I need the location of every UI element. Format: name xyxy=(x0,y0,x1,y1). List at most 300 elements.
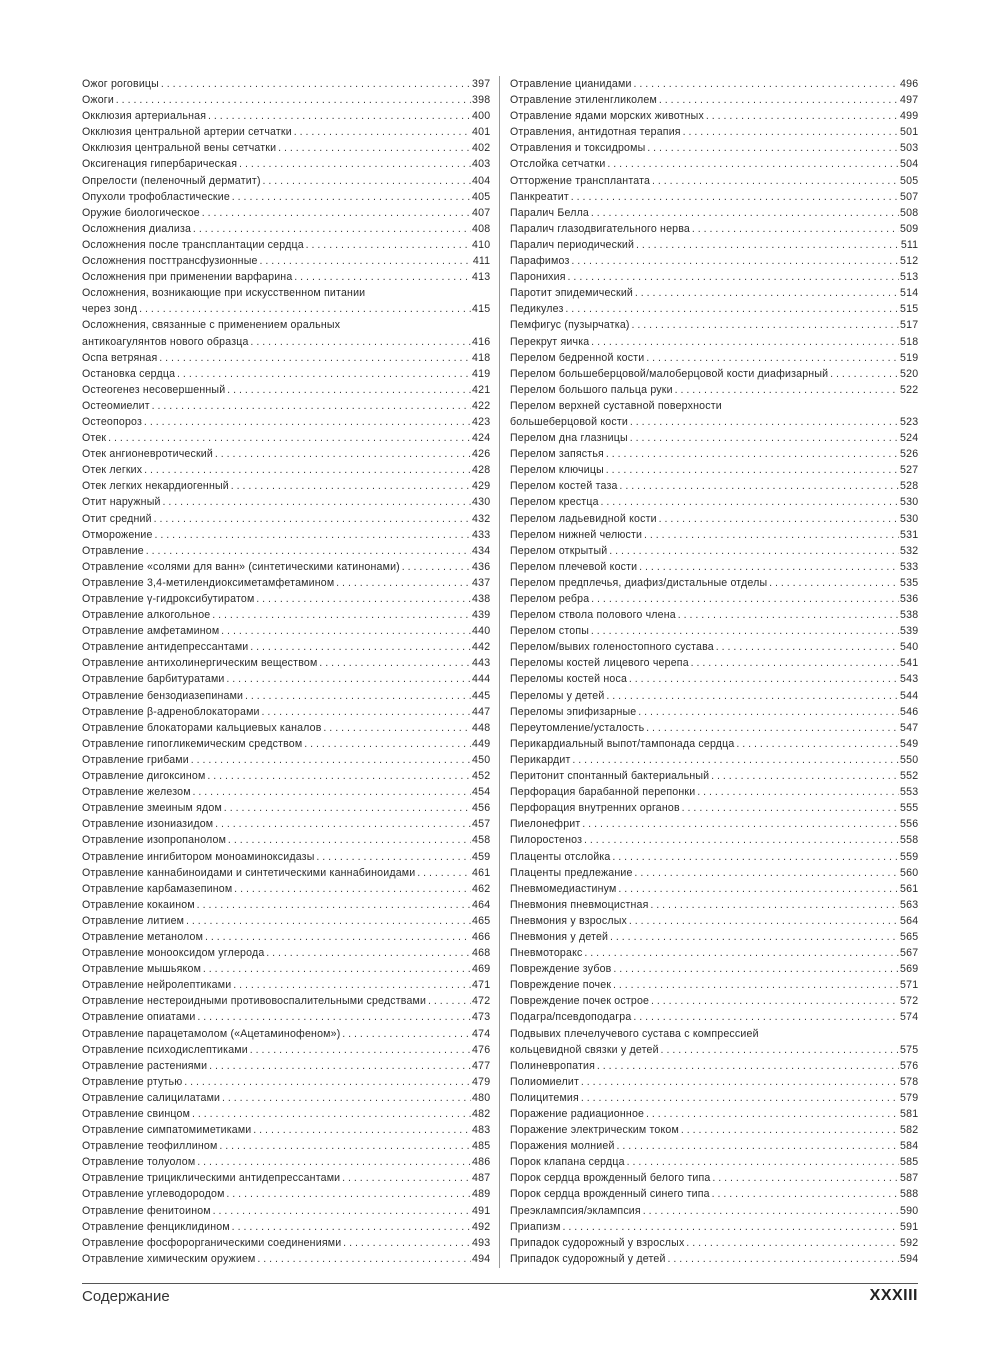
toc-entry-title-line1: Перелом верхней суставной поверхности xyxy=(510,399,722,412)
dot-leader xyxy=(736,736,899,752)
toc-entry-page: 471 xyxy=(472,979,491,992)
toc-entry-page: 482 xyxy=(472,1108,491,1120)
toc-entry xyxy=(82,430,490,446)
toc-entry-page: 447 xyxy=(472,705,491,718)
toc-entry-title: Отравление фосфорорганическими соединениями xyxy=(82,1236,342,1249)
toc-entry-title: Отравление змеиным ядом xyxy=(82,802,222,815)
toc-entry-page: 456 xyxy=(472,802,491,815)
toc-entry xyxy=(82,897,490,913)
toc-entry-page: 592 xyxy=(900,1236,919,1249)
toc-entry-page: 424 xyxy=(472,432,491,445)
toc-entry-title: Отравление нестероидными противовоспалительными средствами xyxy=(82,995,427,1008)
toc-entry-title: Отравление толуолом xyxy=(82,1156,196,1169)
toc-entry xyxy=(82,961,490,977)
toc-entry xyxy=(82,800,490,816)
dot-leader xyxy=(591,623,899,639)
toc-entry-title: Перелом крестца xyxy=(510,496,599,509)
toc-entry-title: Отек легких некардиогенный xyxy=(82,480,229,493)
toc-entry-page: 449 xyxy=(472,737,491,750)
dot-leader xyxy=(646,720,899,736)
dot-leader xyxy=(144,462,471,478)
toc-entry xyxy=(82,253,490,269)
dot-leader xyxy=(627,1154,900,1170)
toc-entry xyxy=(510,301,918,317)
toc-entry-page: 407 xyxy=(472,206,491,219)
dot-leader xyxy=(644,527,899,543)
toc-entry-page: 507 xyxy=(900,190,919,203)
toc-entry-page: 581 xyxy=(900,1108,919,1120)
toc-entry-title: Осложнения диализа xyxy=(82,222,192,235)
toc-entry xyxy=(510,768,918,784)
dot-leader xyxy=(635,285,899,301)
dot-leader xyxy=(139,301,471,317)
dot-leader xyxy=(417,865,471,881)
dot-leader xyxy=(830,366,899,382)
dot-leader xyxy=(263,173,472,189)
toc-entry-page: 432 xyxy=(472,512,491,525)
toc-entry xyxy=(510,478,918,494)
toc-entry-page: 439 xyxy=(472,609,491,622)
toc-entry xyxy=(82,993,490,1009)
dot-leader xyxy=(591,205,899,221)
toc-entry xyxy=(510,688,918,704)
toc-entry-title: Перелом бедренной кости xyxy=(510,351,645,364)
dot-leader xyxy=(226,1186,471,1202)
toc-column-left xyxy=(82,76,490,1267)
toc-entry xyxy=(82,945,490,961)
toc-entry-title: антикоагулянтов нового образца xyxy=(82,335,249,348)
toc-entry-title: Пемфигус (пузырчатка) xyxy=(510,319,630,332)
toc-entry-title: Перфорация барабанной перепонки xyxy=(510,786,696,799)
dot-leader xyxy=(316,849,471,865)
toc-entry xyxy=(510,140,918,156)
toc-entry-page: 477 xyxy=(472,1059,491,1072)
toc-entry xyxy=(510,1154,918,1170)
toc-entry xyxy=(82,1154,490,1170)
dot-leader xyxy=(222,1090,471,1106)
toc-entry-title: Переутомление/усталость xyxy=(510,721,645,734)
toc-entry-title: через зонд xyxy=(82,303,138,316)
toc-entry-page: 408 xyxy=(472,222,491,235)
dot-leader xyxy=(686,1235,899,1251)
toc-entry xyxy=(510,237,918,253)
toc-entry-title: Отравление литием xyxy=(82,914,185,927)
toc-entry-title: Перелом запястья xyxy=(510,448,604,461)
dot-leader xyxy=(343,1235,471,1251)
dot-leader xyxy=(146,543,471,559)
dot-leader xyxy=(682,800,899,816)
dot-leader xyxy=(609,543,899,559)
dot-leader xyxy=(716,639,899,655)
toc-entry-page: 405 xyxy=(472,190,491,203)
toc-entry-page: 503 xyxy=(900,142,919,155)
toc-entry-page: 464 xyxy=(472,898,491,911)
toc-entry-title: Отравление барбитуратами xyxy=(82,673,225,686)
dot-leader xyxy=(633,76,899,92)
toc-entry-title: Перелом дна глазницы xyxy=(510,432,628,445)
dot-leader xyxy=(591,591,899,607)
dot-leader xyxy=(683,124,900,140)
toc-entry xyxy=(82,623,490,639)
toc-entry xyxy=(510,929,918,945)
toc-entry xyxy=(82,1138,490,1154)
toc-entry-title: Отравление каннабиноидами и синтетическими каннабиноидами xyxy=(82,866,416,879)
toc-entry xyxy=(82,1026,490,1042)
toc-entry xyxy=(82,478,490,494)
toc-entry-title: Опрелости (пеленочный дерматит) xyxy=(82,174,261,187)
toc-entry-page: 546 xyxy=(900,705,919,718)
toc-entry-title: Отек xyxy=(82,432,107,445)
toc-entry-title: Перфорация внутренних органов xyxy=(510,802,680,815)
toc-entry-page: 418 xyxy=(472,351,491,364)
toc-entry xyxy=(82,511,490,527)
dot-leader xyxy=(613,977,899,993)
toc-entry-page: 590 xyxy=(900,1204,919,1217)
toc-entry xyxy=(510,430,918,446)
footer-rule xyxy=(82,1283,918,1284)
toc-entry-title: Отек легких xyxy=(82,464,143,477)
toc-entry-page: 421 xyxy=(472,383,491,396)
toc-entry-title: Плаценты отслойка xyxy=(510,850,611,863)
toc-entry-page: 576 xyxy=(900,1059,919,1072)
toc-entry xyxy=(510,382,918,398)
toc-entry-title: Отравление опиатами xyxy=(82,1011,196,1024)
toc-entry xyxy=(82,398,490,414)
dot-leader xyxy=(769,575,899,591)
toc-entry-title: Перелом большеберцовой/малоберцовой кости диафизарный xyxy=(510,367,829,380)
toc-entry xyxy=(82,865,490,881)
toc-entry-title: Перелом большого пальца руки xyxy=(510,383,673,396)
dot-leader xyxy=(612,849,899,865)
dot-leader xyxy=(228,832,471,848)
dot-leader xyxy=(692,221,899,237)
dot-leader xyxy=(597,1058,899,1074)
toc-entry-title: Отморожение xyxy=(82,528,153,541)
toc-entry-page: 426 xyxy=(472,448,491,461)
toc-entry xyxy=(82,752,490,768)
toc-entry-page: 512 xyxy=(900,255,919,268)
toc-entry xyxy=(82,784,490,800)
toc-entry-page: 552 xyxy=(900,770,919,783)
toc-entry-title: Порок сердца врожденный синего типа xyxy=(510,1188,710,1201)
toc-entry-page: 457 xyxy=(472,818,491,831)
dot-leader xyxy=(678,607,899,623)
toc-entry-page: 541 xyxy=(900,657,919,670)
toc-entry xyxy=(510,881,918,897)
toc-entry xyxy=(510,1058,918,1074)
toc-entry xyxy=(82,607,490,623)
toc-entry-title: Педикулез xyxy=(510,303,564,316)
toc-entry xyxy=(510,1186,918,1202)
toc-entry xyxy=(510,1203,918,1219)
dot-leader xyxy=(306,237,471,253)
toc-entry xyxy=(510,1170,918,1186)
toc-entry-title: Осложнения при применении варфарина xyxy=(82,271,293,284)
dot-leader xyxy=(257,1251,471,1267)
toc-entry-page: 540 xyxy=(900,641,919,654)
dot-leader xyxy=(712,1170,899,1186)
toc-entry-title: Пневмомедиастинум xyxy=(510,882,617,895)
toc-entry-title: Осложнения после трансплантации сердца xyxy=(82,238,304,251)
toc-entry-page: 504 xyxy=(900,158,919,171)
toc-entry-title-line1: Осложнения, возникающие при искусственном питании xyxy=(82,287,366,300)
toc-entry xyxy=(82,720,490,736)
dot-leader xyxy=(584,945,899,961)
dot-leader xyxy=(144,414,471,430)
dot-leader xyxy=(606,446,899,462)
toc-entry-page: 526 xyxy=(900,448,919,461)
toc-entry xyxy=(510,1106,918,1122)
dot-leader xyxy=(213,1203,471,1219)
toc-entry xyxy=(510,865,918,881)
toc-entry xyxy=(82,1186,490,1202)
dot-leader xyxy=(108,430,471,446)
toc-entry-title: Переломы костей носа xyxy=(510,673,628,686)
toc-entry-title: Отравление антихолинергическим веществом xyxy=(82,657,318,670)
toc-entry-page: 429 xyxy=(472,480,491,493)
dot-leader xyxy=(219,1138,471,1154)
toc-entry-page: 404 xyxy=(472,174,491,187)
toc-entry-title: Перелом плечевой кости xyxy=(510,560,638,573)
toc-entry-page: 520 xyxy=(900,367,919,380)
dot-leader xyxy=(215,816,471,832)
toc-entry-page: 527 xyxy=(900,464,919,477)
toc-entry xyxy=(510,849,918,865)
dot-leader xyxy=(231,478,471,494)
dot-leader xyxy=(319,655,471,671)
toc-entry-title: Отравление 3,4-метилендиоксиметамфетамином xyxy=(82,576,335,589)
toc-entry xyxy=(82,1170,490,1186)
toc-entry xyxy=(82,1042,490,1058)
toc-entry-title: Окклюзия центральной вены сетчатки xyxy=(82,142,277,155)
toc-entry xyxy=(510,977,918,993)
toc-entry-page: 403 xyxy=(472,158,491,171)
toc-entry-title: Отит средний xyxy=(82,512,152,525)
toc-entry-page: 415 xyxy=(472,303,491,316)
toc-entry-page: 535 xyxy=(900,576,919,589)
toc-entry-title: Отравление xyxy=(82,544,144,557)
toc-entry xyxy=(82,237,490,253)
dot-leader xyxy=(184,1074,471,1090)
toc-entry-page: 569 xyxy=(900,963,919,976)
toc-entry xyxy=(510,156,918,172)
toc-entry-page: 444 xyxy=(472,673,491,686)
toc-entry-page: 532 xyxy=(900,544,919,557)
toc-entry-page: 419 xyxy=(472,367,491,380)
toc-entry-page: 588 xyxy=(900,1188,919,1201)
toc-entry-title: Паротит эпидемический xyxy=(510,287,634,300)
dot-leader xyxy=(572,752,899,768)
dot-leader xyxy=(610,929,899,945)
dot-leader xyxy=(646,1106,899,1122)
dot-leader xyxy=(116,92,471,108)
toc-entry-page: 397 xyxy=(472,78,491,90)
toc-entry-title: Отравление «солями для ванн» (синтетическими катинонами) xyxy=(82,560,400,573)
dot-leader xyxy=(197,1154,471,1170)
toc-entry-title: Перекрут яичка xyxy=(510,335,590,348)
toc-entry-title: кольцевидной связки у детей xyxy=(510,1043,659,1056)
toc-entry-title: Отторжение трансплантата xyxy=(510,174,651,187)
toc-entry xyxy=(510,1235,918,1251)
toc-entry xyxy=(82,591,490,607)
toc-entry-title: Отравление грибами xyxy=(82,753,189,766)
dot-leader xyxy=(250,334,471,350)
toc-entry-title: Отравление гипогликемическим средством xyxy=(82,737,303,750)
toc-entry-page: 555 xyxy=(900,802,919,815)
toc-entry-page: 582 xyxy=(900,1124,919,1137)
toc-entry xyxy=(82,382,490,398)
toc-entry-title: Отравление парацетамолом («Ацетаминофеном») xyxy=(82,1027,341,1040)
toc-entry-page: 454 xyxy=(472,786,491,799)
dot-leader xyxy=(571,189,899,205)
toc-entry-title: Отравление трициклическими антидепрессантами xyxy=(82,1172,341,1185)
toc-entry xyxy=(510,913,918,929)
dot-leader xyxy=(336,575,471,591)
toc-entry xyxy=(510,655,918,671)
toc-entry xyxy=(510,575,918,591)
toc-entry-title: Приапизм xyxy=(510,1220,561,1233)
dot-leader xyxy=(256,591,471,607)
column-divider xyxy=(499,76,500,1268)
toc-entry xyxy=(510,108,918,124)
toc-entry-page: 476 xyxy=(472,1043,491,1056)
dot-leader xyxy=(675,382,900,398)
dot-leader xyxy=(402,559,471,575)
toc-entry-page: 587 xyxy=(900,1172,919,1185)
dot-leader xyxy=(630,430,899,446)
toc-entry-title: Перелом ладьевидной кости xyxy=(510,512,657,525)
toc-entry xyxy=(82,913,490,929)
dot-leader xyxy=(177,366,471,382)
toc-entry xyxy=(510,1074,918,1090)
dot-leader xyxy=(584,832,899,848)
dot-leader xyxy=(215,446,471,462)
dot-leader xyxy=(197,1009,471,1025)
toc-entry-page: 433 xyxy=(472,528,491,541)
toc-entry-title: Отравление карбамазепином xyxy=(82,882,233,895)
toc-entry-page: 530 xyxy=(900,496,919,509)
dot-leader xyxy=(278,140,471,156)
toc-entry-page: 561 xyxy=(900,882,919,895)
toc-entry-title: Паронихия xyxy=(510,271,566,284)
toc-entry xyxy=(82,446,490,462)
toc-entry xyxy=(82,832,490,848)
toc-entry xyxy=(82,221,490,237)
toc-entry-page: 494 xyxy=(472,1252,491,1265)
toc-entry-page: 430 xyxy=(472,496,491,509)
toc-entry-page: 579 xyxy=(900,1091,919,1104)
toc-entry-title: Отравления и токсидромы xyxy=(510,142,646,155)
toc-entry-title: Окклюзия артериальная xyxy=(82,110,207,123)
toc-entry-page: 567 xyxy=(900,947,919,960)
toc-entry xyxy=(510,205,918,221)
toc-entry-page: 514 xyxy=(900,287,919,300)
dot-leader xyxy=(205,929,471,945)
toc-entry-page: 422 xyxy=(472,399,491,412)
toc-entry-page: 528 xyxy=(900,480,919,493)
toc-entry xyxy=(82,639,490,655)
dot-leader xyxy=(221,623,471,639)
toc-entry xyxy=(82,881,490,897)
dot-leader xyxy=(253,1122,471,1138)
toc-entry xyxy=(82,173,490,189)
toc-entry-page: 558 xyxy=(900,834,919,847)
toc-entry-page: 461 xyxy=(472,866,491,879)
toc-entry-page: 479 xyxy=(472,1075,491,1088)
toc-entry xyxy=(510,736,918,752)
toc-entry-title: Отравление бензодиазепинами xyxy=(82,689,244,702)
toc-entry-page: 423 xyxy=(472,415,491,428)
toc-entry-page: 483 xyxy=(472,1124,491,1137)
toc-entry xyxy=(82,736,490,752)
toc-entry-page: 452 xyxy=(472,770,491,783)
dot-leader xyxy=(154,527,471,543)
toc-entry xyxy=(82,269,490,285)
toc-entry-title: Припадок судорожный у взрослых xyxy=(510,1236,685,1249)
toc-entry-page: 413 xyxy=(472,271,491,284)
toc-entry-title: Полиомиелит xyxy=(510,1075,580,1088)
toc-entry xyxy=(82,124,490,140)
dot-leader xyxy=(581,1074,899,1090)
dot-leader xyxy=(706,108,899,124)
toc-entry xyxy=(82,108,490,124)
dot-leader xyxy=(606,462,899,478)
toc-entry xyxy=(82,1122,490,1138)
dot-leader xyxy=(154,511,471,527)
toc-entry xyxy=(510,1138,918,1154)
dot-leader xyxy=(250,1042,471,1058)
dot-leader xyxy=(186,913,471,929)
dot-leader xyxy=(193,784,472,800)
toc-entry-page: 564 xyxy=(900,914,919,927)
toc-entry-title: Отравление ядами морских животных xyxy=(510,110,704,123)
toc-entry xyxy=(510,1026,918,1058)
dot-leader xyxy=(226,671,471,687)
toc-entry xyxy=(510,285,918,301)
toc-entry xyxy=(82,704,490,720)
toc-entry xyxy=(510,945,918,961)
dot-leader xyxy=(212,607,471,623)
toc-entry-title: Поражение радиационное xyxy=(510,1108,645,1120)
toc-entry-page: 485 xyxy=(472,1140,491,1153)
toc-entry xyxy=(510,446,918,462)
toc-entry-title: Отравление углеводородом xyxy=(82,1188,225,1201)
toc-entry-page: 443 xyxy=(472,657,491,670)
toc-entry xyxy=(82,1219,490,1235)
toc-entry-title: Отравление свинцом xyxy=(82,1108,191,1120)
toc-entry xyxy=(510,897,918,913)
dot-leader xyxy=(568,269,900,285)
toc-entry-page: 400 xyxy=(472,110,491,123)
toc-entry xyxy=(82,1090,490,1106)
dot-leader xyxy=(659,92,899,108)
toc-entry-title: Перелом предплечья, диафиз/дистальные отделы xyxy=(510,576,768,589)
toc-entry-page: 544 xyxy=(900,689,919,702)
toc-entry-title: Отек ангионевротический xyxy=(82,448,213,461)
toc-entry-page: 465 xyxy=(472,914,491,927)
toc-entry xyxy=(82,543,490,559)
toc-entry-title: Перелом открытый xyxy=(510,544,608,557)
dot-leader xyxy=(639,559,899,575)
dot-leader xyxy=(294,269,471,285)
toc-entry-page: 474 xyxy=(472,1027,491,1040)
dot-leader xyxy=(234,881,471,897)
toc-entry-title: Окклюзия центральной артерии сетчатки xyxy=(82,126,292,139)
toc-entry-page: 531 xyxy=(900,528,919,541)
toc-entry-title: Переломы эпифизарные xyxy=(510,705,637,718)
toc-entry xyxy=(510,559,918,575)
toc-entry-title: Отравления, антидотная терапия xyxy=(510,126,681,139)
